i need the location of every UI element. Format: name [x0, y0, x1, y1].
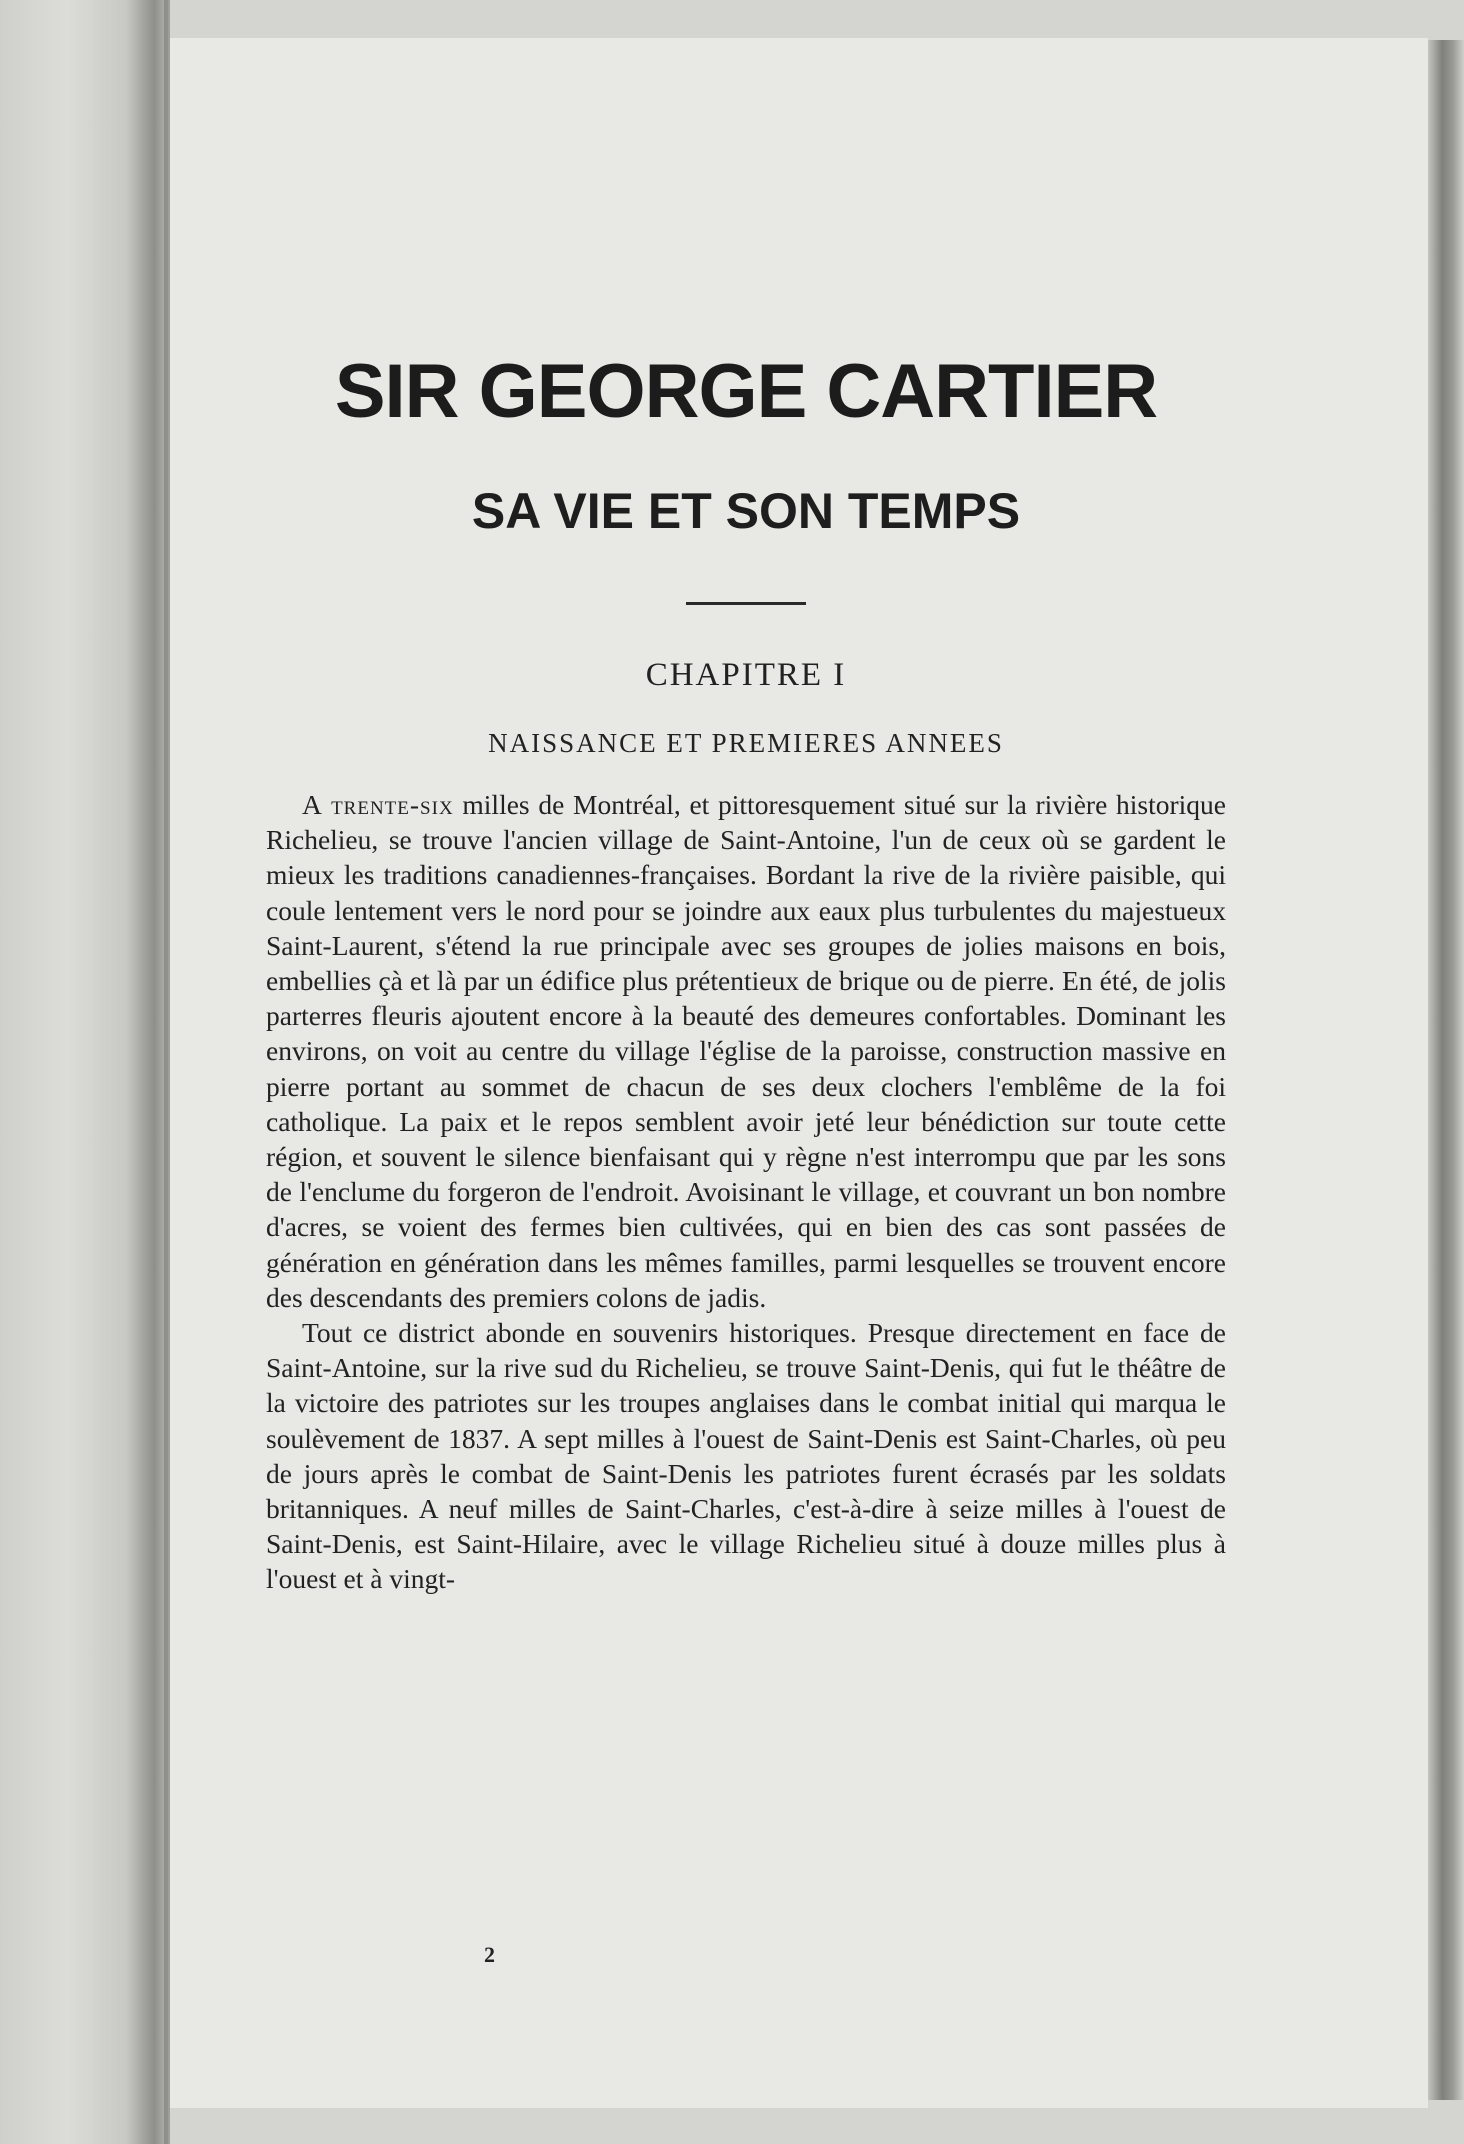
book-subtitle: SA VIE ET SON TEMPS	[471, 483, 1021, 539]
chapter-label: CHAPITRE I	[645, 657, 847, 693]
page-number: 2	[484, 1942, 495, 1967]
book-title: SIR GEORGE CARTIER	[334, 349, 1158, 434]
title-divider	[686, 602, 806, 605]
book-page	[170, 38, 1428, 2108]
paragraph-text: Tout ce district abonde en souvenirs historiques. Presque directement en face de Saint-Antoine, sur la rive sud du Richelieu, se trouve Saint-Denis, qui fut le théâtre de la victoire des patriotes sur les troupes anglaises dans le combat initial qui marqua le soulèvement de 1837. A sept milles à l'ouest de Saint-Denis est Saint-Charles, où peu de jours après le combat de Saint-Denis les patriotes furent écrasés par les soldats britanniques. A neuf milles de Saint-Charles, c'est-à-dire à seize milles à l'ouest de Saint-Denis, est Saint-Hilaire, avec le village Richelieu situé à douze milles plus à l'ouest et à vingt-	[266, 1317, 1226, 1595]
page-stack-edge	[1428, 40, 1464, 2100]
facing-page-edge	[0, 0, 168, 2144]
paragraph-1	[266, 787, 1226, 1315]
paragraph-2	[266, 1315, 1226, 1597]
chapter-title: NAISSANCE ET PREMIERES ANNEES	[488, 728, 1004, 758]
chapter-body	[266, 787, 1226, 1597]
paragraph-lead: A trente-six	[302, 789, 454, 820]
page-content	[266, 349, 1226, 1597]
paragraph-text: milles de Montréal, et pittoresquement situé sur la rivière historique Richelieu, se trouve l'ancien village de Saint-Antoine, l'un de ceux où se gardent le mieux les traditions canadiennes-françaises. Bordant la rive de la rivière paisible, qui coule lentement vers le nord pour se joindre aux eaux plus turbulentes du majestueux Saint-Laurent, s'étend la rue principale avec ses groupes de jolies maisons en bois, embellies çà et là par un édifice plus prétentieux de brique ou de pierre. En été, de jolis parterres fleuris ajoutent encore à la beauté des demeures confortables. Dominant les environs, on voit au centre du village l'église de la paroisse, construction massive en pierre portant au sommet de chacun de ses deux clochers l'emblême de la foi catholique. La paix et le repos semblent avoir jeté leur bénédiction sur toute cette région, et souvent le silence bienfaisant qui y règne n'est interrompu que par les sons de l'enclume du forgeron de l'endroit. Avoisinant le village, et couvrant un bon nombre d'acres, se voient des fermes bien cultivées, qui en bien des cas sont passées de génération en génération dans les mêmes familles, parmi lesquelles se trouvent encore des descendants des premiers colons de jadis.	[266, 789, 1226, 1313]
